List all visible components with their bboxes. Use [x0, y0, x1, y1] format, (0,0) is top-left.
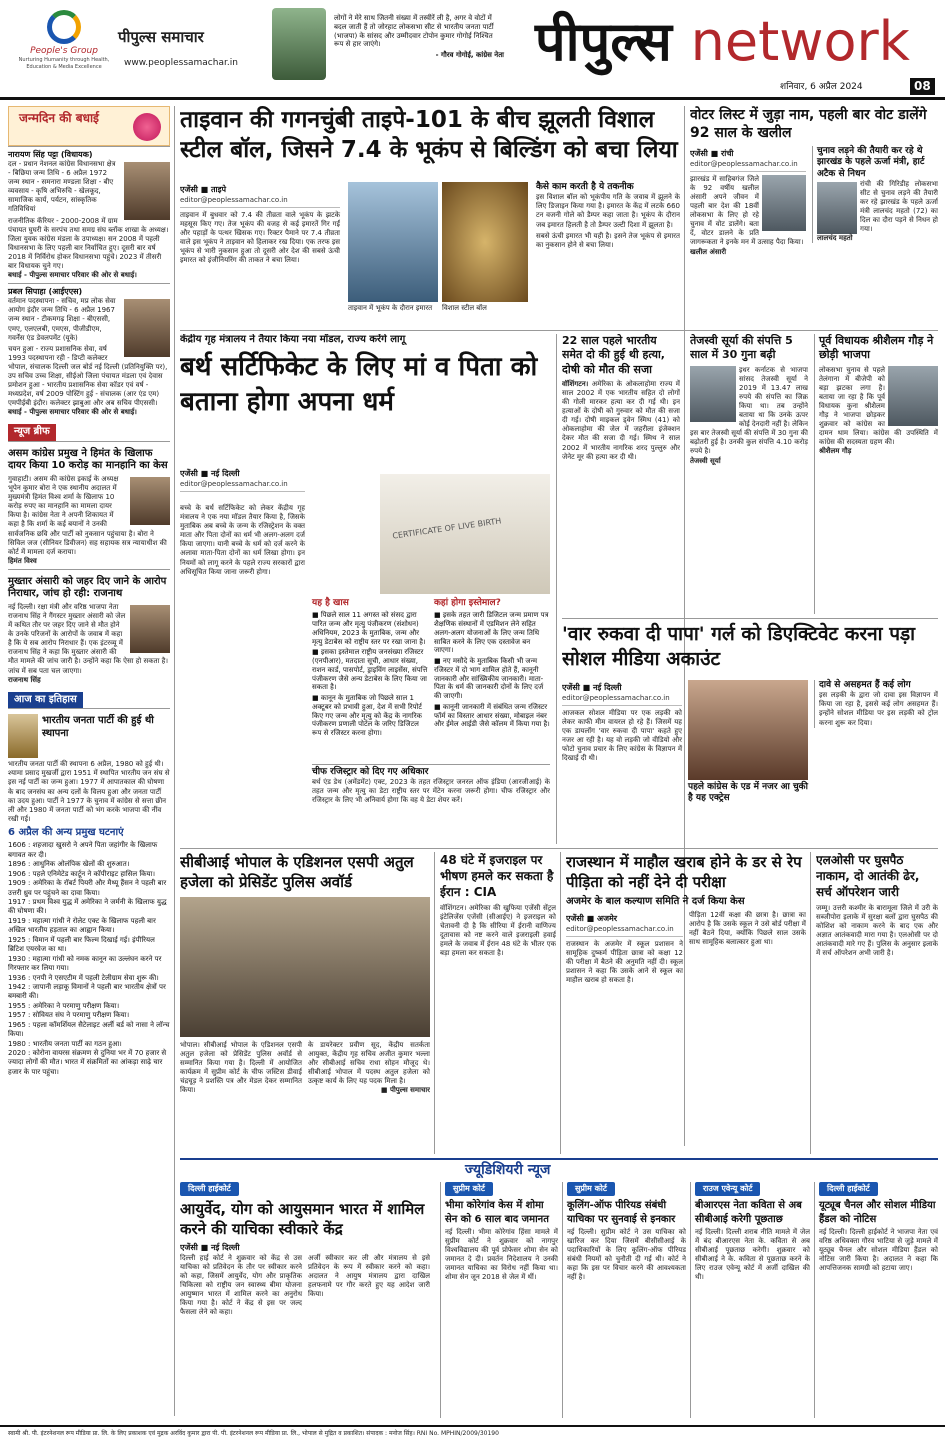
article-headline: एलओसी पर घुसपैठ नाकाम, दो आतंकी ढेर, सर्च ऑपरेशन जारी — [816, 853, 920, 900]
person-photo — [124, 299, 170, 357]
article-headline: वोटर लिस्ट में जुड़ा नाम, पहली बार वोट डालेंगे 92 साल के खलील — [690, 107, 927, 142]
side-body: रांची की गिरिडीह लोकसभा सीट से चुनाव लड़ने की तैयारी कर रहे झारखंड के पहले ऊर्जा मंत्री लालचंद महतो (72) का दिल का दौरा पड़ने से निधन हो गया। — [860, 179, 938, 234]
column-divider — [434, 852, 435, 1154]
list-item: 1606 : शहजादा खुसरो ने अपने पिता जहांगीर के खिलाफ बगावत कर दी। — [8, 841, 158, 859]
goud-photo — [888, 366, 938, 426]
article-byline: एजेंसी ■ रांची — [690, 149, 734, 158]
court-article-1 — [180, 1182, 430, 1418]
article-credit: ■ पीपुल्स समाचार — [380, 1085, 430, 1094]
article-byline: एजेंसी ■ अजमेर — [566, 914, 618, 923]
sub-body: इस विशाल बॉल को भूकंपीय गति के जवाब में झूलने के लिए डिजाइन किया गया है। इमारत के केंद्र में लटके 660 टन वजनी गोले को डैम्पर कहा जाता है। भूकंप के दौरान जब इमारत हिलती है तो डैम्पर उल्टी दिशा में झूलता है। — [536, 193, 680, 229]
list-item: 1957 : सोवियत संघ ने परमाणु परीक्षण किया। — [8, 1011, 130, 1020]
person-details: वर्तमान पदस्थापना - सचिव, मप्र लोक सेवा आयोग इंदौर जन्म तिथि - 6 अप्रैल 1967 जन्म स्थान - टीकमगढ़ शिक्षा - बीएससी, एमए, एलएलबी, एमएस, पीजीडीएम, गवर्नेंस एंड डेवलपमेंट (यूके) — [8, 297, 116, 342]
photo-caption: विशाल स्टील बॉल — [442, 304, 487, 312]
papa-article — [562, 622, 938, 844]
list-item: 1930 : महात्मा गांधी को नमक कानून का उल्लंघन करने पर गिरफ्तार कर लिया गया। — [8, 954, 162, 973]
list-item: 1942 : जापानी लड़ाकू विमानों ने पहली बार भारतीय क्षेत्रों पर बमबारी की। — [8, 982, 166, 1001]
chief-body: बर्थ एंड डेथ (अमेंडमेंट) एक्ट, 2023 के तहत रजिस्ट्रार जनरल ऑफ इंडिया (आरजीआई) के तहत जन्म और मृत्यु का डेटा राष्ट्रीय स्तर पर मेंटेन करना जरूरी होगा। चीफ रजिस्ट्रार और रजिस्ट्रार के लिए भी अनिवार्य होगा कि वह ये डेटा शेयर करें। — [312, 778, 550, 805]
article-headline: 22 साल पहले भारतीय समेत दो की हुई थी हत्या, दोषी को मौत की सजा — [562, 334, 665, 376]
list-item: 1925 : विमान में पहली बार फिल्म दिखाई गई। इंपीरियल ब्रिटिश एयरवेज का था। — [8, 935, 155, 954]
logo-tagline: Nurturing Humanity through Health, Education & Media Excellence — [18, 57, 110, 70]
taiwan-article — [180, 106, 680, 328]
logo-name: People's Group — [30, 46, 98, 56]
article-dateline: वॉशिंगटन। — [562, 379, 589, 388]
article-body: राजस्थान के अजमेर में स्कूल प्रशासन ने सामूहिक दुष्कर्म पीड़िता छात्रा को कक्षा 12 की परीक्षा में बैठने की अनुमति नहीं दी। स्कूल प्रशासन ने कहा कि उसके आने से स्कूल का माहौल खराब हो सकता है। — [566, 939, 683, 985]
person-name: नारायण सिंह पट्टा (विधायक) — [8, 150, 93, 159]
court-article-2 — [440, 1182, 558, 1418]
row-divider — [180, 848, 938, 849]
person-details: दल - प्रधान नेशनल कांग्रेस विधानसभा क्षेत्र - बिछिया जन्म तिथि - 6 अप्रैल 1972 जन्म स्थान - समनारा मण्डला शिक्षा - बीए व्यवसाय - कृषि अभिरुचि - खेलकूद, सामाजिक कार्य, पर्यटन, सांस्कृतिक गतिविधियां — [8, 160, 116, 214]
person-photo — [124, 162, 170, 220]
list-item: 1936 : एनपी ने एसएटीम में पहली टेलीग्राम सेवा शुरू की। — [8, 973, 159, 982]
column-divider — [810, 852, 811, 1154]
edition-date: शनिवार, 6 अप्रैल 2024 — [780, 82, 863, 92]
article-email[interactable]: editor@peoplessamachar.co.in — [690, 160, 806, 172]
brief-item-2 — [8, 569, 170, 688]
court-article-3 — [562, 1182, 686, 1418]
article-headline: सीबीआई भोपाल के एडिशनल एसपी अतुल हजेला को प्रेसिडेंट पुलिस अवॉर्ड — [180, 853, 414, 892]
article-body-continued: के डायरेक्टर प्रवीण सूद, केंद्रीय सतर्कता आयुक्त, केंद्रीय गृह सचिव अजीत कुमार भल्ला और सीबीआई सचिव राधा सोहन मौजूद थे। सीबीआई भोपाल में पदस्थ अतुल हजेला को उत्कृष्ट कार्य के लिए यह पदक मिला है। — [308, 1040, 430, 1085]
events-headline: 6 अप्रैल की अन्य प्रमुख घटनाएं — [8, 826, 124, 838]
article-byline: एजेंसी ■ नई दिल्ली — [180, 469, 240, 478]
masthead — [0, 0, 945, 100]
steel-ball-photo — [442, 182, 528, 302]
news-brief-tag: न्यूज ब्रीफ — [8, 424, 56, 441]
article-body: झारखंड में साहिबगंज जिले के 92 वर्षीय खलील अंसारी अपने जीवन में पहली बार देश की 18वीं लोकसभा के लिए हो रहे चुनाव में वोट डालेंगे। बता दें, वोटर डालने के प्रति जागरूकता ने इनके मन में उत्साह पैदा किया। — [690, 174, 804, 247]
column-divider — [560, 852, 561, 1154]
article-body: नई दिल्ली। दिल्ली शराब नीति मामले में जेल में बंद बीआरएस नेता के. कविता से अब सीबीआई पूछताछ करेगी। शुक्रवार को सीबीआई ने के. कविता से पूछताछ करने के लिए राउज एवेन्यू कोर्ट में अर्जी दाखिल की थी। — [695, 1228, 810, 1282]
list-item: ■ कानून के मुताबिक जो पिछले साल 1 अक्टूबर को प्रभावी हुआ, देश में सभी रिपोर्ट किए गए जन्म और मृत्यु को केंद्र के नागरिक पंजीकरण प्रणाली पोर्टल के जरिए डिजिटल रूप से रजिस्टर करना होगा। — [312, 694, 422, 737]
events-list — [8, 841, 170, 1077]
rajasthan-article — [566, 852, 806, 1154]
article-body: नई दिल्ली। भीमा कोरेगांव हिंसा मामले में सुप्रीम कोर्ट ने शुक्रवार को नागपुर विश्वविद्यालय की पूर्व प्रोफेसर शोमा सेन को जमानत दे दी। प्रवर्तन निदेशालय ने उनकी जमानत याचिका का विरोध नहीं किया था। शोमा सेन जून 2018 से जेल में थीं। — [445, 1228, 558, 1282]
voter-article — [690, 106, 938, 328]
brief-headline: मुख्तार अंसारी को जहर दिए जाने के आरोप निराधार, जांच हो रही: राजनाथ — [8, 575, 167, 600]
highlights-list — [312, 611, 428, 738]
photo-caption: खलील अंसारी — [690, 247, 727, 256]
list-item: 1906 : पहले एनिमेटेड कार्टून ने कॉपीराइट हासिल किया। — [8, 869, 156, 878]
quote-author: - गौरव गोगोई, कांग्रेस नेता — [435, 51, 504, 59]
birthday-title: जन्मदिन की बधाई — [19, 111, 99, 125]
list-item: 1896 : आधुनिक ओलंपिक खेलों की शुरुआत। — [8, 860, 130, 869]
peoples-group-logo — [14, 10, 114, 70]
brand-name: पीपुल्स समाचार — [118, 28, 204, 46]
article-text: अमेरिका के ओकलाहोमा राज्य में साल 2002 में एक भारतीय सहित दो लोगों की गोली मारकर हत्या कर दी गई थी। इन हत्याओं के दोषी को गुरुवार को मौत की सजा दी गई। दोषी माइकल ड्वेन स्मिथ (41) को ओकलाहोमा की जेल में जहरीला इंजेक्शन देकर मौत की सजा दी गई। स्मिथ ने साल 2002 में भारतीय नागरिक शरद पुल्लुरु और जेनेट मूर की हत्या कर दी थी। — [562, 379, 680, 461]
tejasvi-article — [690, 334, 808, 614]
actress-photo — [688, 680, 808, 780]
article-headline: पूर्व विधायक श्रीशैलम गौड़ ने छोड़ी भाजपा — [819, 334, 934, 362]
page-title — [535, 8, 910, 76]
photo-caption: ताइवान में भूकंप के दौरान इमारत — [348, 304, 433, 312]
article-headline: 'वार रुकवा दी पापा' गर्ल को डिएक्टिवेट करना पड़ा सोशल मीडिया अकाउंट — [562, 623, 916, 670]
birthday-person-1 — [8, 146, 170, 283]
article-email[interactable]: editor@peoplessamachar.co.in — [562, 694, 682, 706]
person-career: चयन हुआ - राज्य प्रशासनिक सेवा, वर्ष 1993 पदस्थापना रही - डिप्टी कलेक्टर भोपाल, संचालक दिल्ली जल बोर्ड नई दिल्ली (प्रतिनियुक्ति पर), उप सचिव उच्च शिक्षा, सीईओ जिला पंचायत मंडला एवं देवास प्रमोशन हुआ - भारतीय प्रशासनिक सेवा कॉडर एवं वर्ष - मध्यप्रदेश, वर्ष 2009 पोस्टिंग हुई - संचालक (आर एंड एम) एमपीईबी इंदौर। कलेक्टर झाबुआ और अब सचिव पीएससी। — [8, 344, 168, 408]
list-item: ■ कानूनी जानकारी में संबंधित जन्म रजिस्टर फॉर्म का विस्तार आधार संख्या, मोबाइल नंबर और ईमेल आईडी जैसे कॉलम में किया गया है। — [434, 702, 550, 729]
article-body — [562, 380, 680, 462]
title-main: पीपुल्स — [535, 9, 672, 73]
brief-body: गुवाहाटी। असम की कांग्रेस इकाई के अध्यक्ष भूपेन कुमार बोरा ने एक स्थानीय अदालत में मुख्यमंत्री हिमंत विश्व शर्मा के खिलाफ 10 करोड़ रुपए का मानहानि का मामला दायर किया है। कांग्रेस नेता ने अपनी शिकायत में कहा है कि शर्मा के कई बयानों ने उनकी सार्वजनिक छवि और पार्टी को नुकसान पहुंचाया है। बोरा ने सिविल जज (सीनियर डिवीजन) सह सहायक सत्र न्यायाधीश की कोर्ट में मामला दर्ज कराया। — [8, 474, 167, 556]
article-kicker: केंद्रीय गृह मंत्रालय ने तैयार किया नया मॉडल, राज्य करेंगे लागू — [180, 334, 406, 345]
list-item: ■ पिछले साल 11 अगस्त को संसद द्वारा पारित जन्म और मृत्यु पंजीकरण (संशोधन) अधिनियम, 2023 के मुताबिक, जन्म और मृत्यु डेटाबेस को राष्ट्रीय स्तर पर रखा जाना है। — [312, 611, 426, 646]
list-item: ■ इसके तहत जारी डिजिटल जन्म प्रमाण पत्र शैक्षणिक संस्थानों में एडमिशन लेने सहित अलग-अलग योजनाओं के लिए जन्म तिथि साबित करने के लिए एक दस्तावेज बन जाएगा। — [434, 611, 549, 655]
birth-certificate-image — [380, 474, 550, 594]
quote-box — [334, 14, 504, 60]
row-divider — [562, 618, 938, 619]
court-tag: सुप्रीम कोर्ट — [445, 1182, 493, 1196]
article-body-continued: अर्जी स्वीकार कर ली और मंत्रालय से इसे प्रतिवेदन के रूप में स्वीकार करने को कहा। अदालत ने आयुष मंत्रालय द्वारा दाखिल हलफनामे पर गौर करते हुए यह आदेश जारी किया। — [308, 1253, 430, 1298]
photo-caption: पहले कांग्रेस के एड में नजर आ चुकी है यह एक्ट्रेस — [688, 782, 808, 804]
website-link[interactable]: www.peoplessamachar.in — [124, 58, 238, 68]
brief-item-1 — [8, 441, 170, 569]
article-headline: राजस्थान में माहौल खराब होने के डर से रेप पीड़िता को नहीं देने दी परीक्षा — [566, 853, 802, 892]
birthday-header — [8, 106, 170, 146]
cbi-article — [180, 852, 430, 1154]
article-kicker: अजमेर के बाल कल्याण समिति ने दर्ज किया केस — [566, 895, 745, 907]
court-article-4 — [690, 1182, 810, 1418]
article-headline: 48 घंटे में इजराइल पर भीषण हमले कर सकता है ईरान : CIA — [440, 853, 554, 900]
award-ceremony-photo — [180, 897, 430, 1037]
person-wish: बधाई - पीपुल्स समाचार परिवार की ओर से बधाई। — [8, 408, 137, 417]
taipei-tower-photo — [348, 182, 438, 302]
side-headline: दावे से असहमत हैं कई लोग — [819, 680, 911, 690]
article-byline: एजेंसी ■ ताइपे — [180, 185, 227, 194]
iran-article — [440, 852, 556, 1154]
list-item: 1909 : अमेरिका के रॉबर्ट पियरी और मैथ्यू हैंसन ने पहली बार उत्तरी ध्रुव पर पहुंचने का दावा किया। — [8, 879, 167, 897]
column-divider — [556, 334, 557, 844]
list-item: 1955 : अमेरिका ने परमाणु परीक्षण किया। — [8, 1001, 120, 1010]
article-headline: ताइवान की गगनचुंबी ताइपे-101 के बीच झूलती विशाल स्टील बॉल, जिसने 7.4 के भूकंप से बिल्डिंग को बचा लिया — [180, 107, 678, 163]
flower-bouquet-icon — [133, 113, 161, 141]
list-item: 1980 : भारतीय जनता पार्टी का गठन हुआ। — [8, 1039, 122, 1048]
article-body: बच्चे के बर्थ सर्टिफिकेट को लेकर केंद्रीय गृह मंत्रालय ने एक नया मॉडल तैयार किया है, जिसके मुताबिक अब बच्चे के जन्म के रजिस्ट्रेशन के वक्त माता और पिता दोनों का धर्म भी अलग-अलग दर्ज किया जाएगा। यानी बच्चे के धर्म को दर्ज करने के अलावा माता-पिता दोनों का धर्म लिखा होगा। इन नियमों को लागू करने के पहले राज्य सरकारों द्वारा अधिसूचित किया जाना जरूरी होगा। — [180, 504, 305, 576]
list-item: 1917 : प्रथम विश्व युद्ध में अमेरिका ने जर्मनी के खिलाफ युद्ध की घोषणा की। — [8, 898, 167, 916]
history-tag: आज का इतिहास — [8, 692, 83, 709]
page-number: 08 — [910, 78, 935, 95]
voter-photo — [762, 175, 806, 231]
list-item: ■ इसका इस्तेमाल राष्ट्रीय जनसंख्या रजिस्टर (एनपीआर), मतदाता सूची, आधार संख्या, राशन कार्ड, पासपोर्ट, ड्राइविंग लाइसेंस, संपत्ति पंजीकरण जैसे अन्य डेटाबेस के लिए किया जा सकता है। — [312, 648, 428, 692]
birthday-person-2 — [8, 283, 170, 420]
article-byline: एजेंसी ■ नई दिल्ली — [562, 683, 622, 692]
article-headline: तेजस्वी सूर्या की संपत्ति 5 साल में 30 गुना बढ़ी — [690, 334, 793, 362]
list-item: ■ नए मसौदे के मुताबिक किसी भी जन्म रजिस्टर में दो भाग शामिल होते हैं, कानूनी जानकारी और सांख्यिकीय जानकारी। माता-पिता के धर्म की जानकारी दोनों के लिए दर्ज की जाएगी। — [434, 657, 544, 700]
col-headline: कहां होगा इस्तेमाल? — [434, 598, 501, 608]
article-body: इधर कर्नाटक से भाजपा सांसद तेजस्वी सूर्या ने 2019 में 13.47 लाख रुपये की संपत्ति का जिक्र किया था। तब उन्होंने बताया था कि उनके ऊपर कोई देनदारी नहीं है। लेकिन इस बार तेजस्वी सूर्या की संपत्ति में 30 गुना की बढ़ोतरी हुई है। उनकी कुल संपत्ति 4.10 करोड़ रुपये है। — [690, 365, 808, 456]
article-email[interactable]: editor@peoplessamachar.co.in — [180, 480, 305, 492]
article-body: ताइवान में बुधवार को 7.4 की तीव्रता वाले भूकंप के झटके महसूस किए गए। तेज भूकंप की वजह से कई इमारतें गिर गईं और पहाड़ों के पत्थर खिसक गए। रिक्टर पैमाने पर 7.4 तीव्रता वाले इस भूकंप ने ताइवान को हिलाकर रख दिया। एक तरफ इस भूकंप से भारी नुकसान हुआ तो दूसरी ओर देश की सबसे ऊंची इमारत को इंजीनियरिंग की ताकत ने बचा लिया। — [180, 210, 340, 265]
col-headline: यह है खास — [312, 598, 349, 608]
side-photo — [817, 182, 857, 234]
brief-caption: हिमंत विश्व — [8, 556, 37, 565]
sub-caption: सबसे ऊंची इमारत भी यही है। इसने तेज भूकंप से इमारत का नुकसान होने से बचा लिया। — [536, 231, 680, 249]
murder-article — [562, 334, 680, 614]
article-body: वॉशिंगटन। अमेरिका की खुफिया एजेंसी सेंट्रल इंटेलिजेंस एजेंसी (सीआईए) ने इजराइल को चेतावनी दी है कि सीरिया में ईरानी वाणिज्य दूतावास को नष्ट करने वाले इजराइली हवाई हमले के जवाब में ईरान 48 घंटे के भीतर एक बड़ा हमला कर सकता है। — [440, 903, 556, 958]
judiciary-section-title: ज्यूडिशियरी न्यूज — [465, 1162, 551, 1178]
row-divider — [180, 1158, 938, 1160]
article-body: नई दिल्ली। दिल्ली हाईकोर्ट ने भाजपा नेता एवं वरिष्ठ अधिवक्ता गौरव भाटिया से जुड़े मामले में यूट्यूब चैनल और सोशल मीडिया हैंडल को नोटिस जारी किया है। अदालत ने कहा कि आपत्तिजनक सामग्री को हटाया जाए। — [819, 1228, 938, 1273]
article-body: जम्मू। उत्तरी कश्मीर के बारामूला जिले में उरी के सब्जीपोरा इलाके में सुरक्षा बलों द्वारा घुसपैठ की कोशिश को नाकाम करने के बाद एक और अज्ञात आतंकवादी मारा गया है। एलओसी पर दो आतंकवादी मारे गए हैं। पुलिस के अनुसार इलाके में सर्च ऑपरेशन अभी जारी है। — [816, 903, 938, 958]
sub-headline: कैसे काम करती है ये तकनीक — [536, 182, 634, 192]
article-body: भोपाल। सीबीआई भोपाल के एडिशनल एसपी अतुल हजेला को प्रेसिडेंट पुलिस अवॉर्ड से सम्मानित किया गया है। दिल्ली में आयोजित कार्यक्रम में सुप्रीम कोर्ट के चीफ जस्टिस डीवाई चंद्रचूड़ ने प्रशस्ति पत्र और मेडल देकर सम्मानित किया। — [180, 1040, 302, 1094]
article-headline: भीमा कोरेगांव केस में शोमा सेन को 6 साल बाद जमानत — [445, 1200, 549, 1225]
logo-ring-icon — [47, 10, 81, 44]
person-name: प्रबल सिपाहा (आईएएस) — [8, 287, 83, 297]
photo-caption: लालचंद महतो — [817, 234, 853, 243]
tejasvi-photo — [690, 366, 736, 422]
article-byline: एजेंसी ■ नई दिल्ली — [180, 1242, 240, 1252]
brief-caption: राजनाथ सिंह — [8, 675, 41, 684]
article-email[interactable]: editor@peoplessamachar.co.in — [180, 196, 340, 208]
article-body: लोकसभा चुनाव से पहले तेलंगाना में बीजेपी को बड़ा झटका लगा है। बताया जा रहा है कि पूर्व विधायक कुना श्रीशैलम गौड़ ने भाजपा छोड़कर शुक्रवार को कांग्रेस का दामन थाम लिया। कांग्रेस की उपस्थिति में कांग्रेस की सदस्यता ग्रहण की। — [819, 365, 938, 447]
history-box — [8, 708, 170, 1080]
hourglass-icon — [8, 714, 38, 758]
photo-caption: श्रीशैलम गौड़ — [819, 447, 852, 456]
list-item: 1965 : पहला कॉमर्शियल सैटेलाइट अर्ली बर्ड को नासा ने लॉन्च किया। — [8, 1020, 170, 1039]
article-body: आजकल सोशल मीडिया पर एक लड़की को लेकर काफी मीम वायरल हो रहे हैं। जिसमें यह एक डायलॉग 'वार रुकवा दी पापा' कहते हुए नजर आ रही है। यह वो लड़की जो वीडियो और फोटो चुनाव प्रचार के लिए कांग्रेस के विज्ञापन में दिखाई दी थी। — [562, 708, 682, 763]
article-headline: कूलिंग-ऑफ पीरियड संबंधी याचिका पर सुनवाई से इनकार — [567, 1200, 676, 1225]
birth-certificate-article — [180, 334, 550, 844]
article-body-continued: पीड़िता 12वीं कक्षा की छात्रा है। छात्रा का आरोप है कि उसके स्कूल ने उसे बोर्ड परीक्षा में नहीं बैठने दिया, क्योंकि पिछले साल उसके साथ सामूहिक बलात्कार हुआ था। — [689, 911, 806, 947]
photo-caption: तेजस्वी सूर्या — [690, 456, 721, 465]
column-divider — [174, 106, 175, 1416]
certificate-text: CERTIFICATE OF LIVE BIRTH — [391, 516, 502, 541]
title-network: network — [690, 10, 910, 73]
goud-article — [814, 334, 938, 614]
person-career: राजनीतिक कॅरियर - 2000-2008 में ग्राम पंचायत घुघरी के सरपंच तथा समग्र संघ ब्लॉक शाखा के अध्यक्ष। जिला युवक कांग्रेस मंडला के उपाध्यक्ष। सन 2008 में पहली विधानसभा के लिए पहली बार निर्वाचित हुए। दूसरी बार वर्ष 2018 में निर्विरोध होकर विधानसभा पहुंचे। 2023 में तीसरी बार विधायक चुने गए। — [8, 216, 169, 271]
imprint-footer: स्वामी श्री. पी. इंटरनेशनल रूप मीडिया प्रा. लि. के लिए प्रकाशक एवं मुद्रक अरविंद कुमार द्वारा पी. पी. इंटरनेशनल रूप मीडिया प्रा. लि., भोपाल से मुद्रित व प्रकाशित। संपादक : मनोज सिंह। RNI No. MPHIN/2009/30190 — [0, 1425, 945, 1445]
court-tag: सुप्रीम कोर्ट — [567, 1182, 615, 1196]
usage-list — [434, 611, 550, 729]
brief-headline: असम कांग्रेस प्रमुख ने हिमंत के खिलाफ दायर किया 10 करोड़ का मानहानि का केस — [8, 447, 168, 472]
court-tag: दिल्ली हाईकोर्ट — [819, 1182, 878, 1196]
article-headline: आयुर्वेद, योग को आयुसमान भारत में शामिल करने की याचिका स्वीकारे केंद्र — [180, 1200, 425, 1239]
brief-photo — [130, 605, 170, 653]
court-tag: राउज एवेन्यू कोर्ट — [695, 1182, 760, 1196]
side-headline: चुनाव लड़ने की तैयारी कर रहे थे झारखंड के पहले ऊर्जा मंत्री, हार्ट अटैक से निधन — [817, 146, 925, 179]
list-item: 2020 : कोरोना वायरस संक्रमण से दुनिया भर में 70 हजार से ज्यादा लोगों की मौत। भारत में संक्रमितों का आंकड़ा साढ़े चार हजार के पार पहुंचा। — [8, 1049, 167, 1076]
side-body: इस लड़की के द्वारा जो दावा इस विज्ञापन में किया जा रहा है, इससे कई लोग असहमत हैं। इन्होंने सोशल मीडिया पर इस लड़की को ट्रोल करना शुरू कर दिया। — [819, 691, 938, 727]
article-body: दिल्ली हाई कोर्ट ने शुक्रवार को केंद्र से उस याचिका को प्रतिवेदन के तौर पर स्वीकार करने को कहा, जिसमें आयुर्वेद, योग और प्राकृतिक चिकित्सा को राष्ट्रीय जन स्वास्थ्य बीमा योजना आयुष्मान भारत में शामिल करने का अनुरोध किया गया है। कोर्ट ने केंद्र से इस पर जल्द फैसला लेने को कहा। — [180, 1253, 302, 1317]
left-column — [8, 106, 170, 1416]
loc-article — [816, 852, 938, 1154]
article-headline: बीआरएस नेता कविता से अब सीबीआई करेगी पूछताछ — [695, 1200, 802, 1225]
list-item: 1919 : महात्मा गांधी ने रोलेट एक्ट के खिलाफ पहली बार अखिल भारतीय हड़ताल का आह्वान किया। — [8, 916, 156, 935]
row-divider — [180, 330, 938, 331]
court-tag: दिल्ली हाईकोर्ट — [180, 1182, 239, 1196]
person-wish: बधाई - पीपुल्स समाचार परिवार की ओर से बधाई। — [8, 271, 137, 280]
history-body: भारतीय जनता पार्टी की स्थापना 6 अप्रैल, 1980 को हुई थी। श्यामा प्रसाद मुखर्जी द्वारा 1951 में स्थापित भारतीय जन संघ से इस नई पार्टी का जन्म हुआ। 1977 में आपातकाल की घोषणा के बाद जनसंघ का अन्य दलों के विलय हुआ और जनता पार्टी का उदय हुआ। पार्टी ने 1977 के चुनाव में कांग्रेस से सत्ता छीन ली और 1980 में जनता पार्टी को भंग करके भाजपा की नींव रखी गई। — [8, 760, 170, 823]
quote-text: लोगों ने मेरे साथ जितनी संख्या में तस्वीरें ली है, अगर वे वोटों में बदल जाती हैं तो जोरहाट लोकसभा सीट से भारतीय जनता पार्टी (भाजपा) के सांसद और उम्मीदवार टोपोन कुमार गोगोई निश्चित रूप से हार जाएंगे। — [334, 14, 494, 49]
article-body: नई दिल्ली। सुप्रीम कोर्ट ने उस याचिका को खारिज कर दिया जिसमें बीसीसीआई के पदाधिकारियों के लिए कूलिंग-ऑफ पीरियड संबंधी नियमों को चुनौती दी गई थी। कोर्ट ने कहा कि इस पर विचार करने की आवश्यकता नहीं है। — [567, 1228, 686, 1282]
court-article-5 — [814, 1182, 938, 1418]
article-headline: बर्थ सर्टिफिकेट के लिए मां व पिता को बताना होगा अपना धर्म — [180, 351, 538, 417]
brief-photo — [130, 477, 170, 525]
chief-headline: चीफ रजिस्ट्रार को दिए गए अधिकार — [312, 767, 429, 777]
article-email[interactable]: editor@peoplessamachar.co.in — [566, 925, 683, 937]
quote-author-photo — [272, 8, 326, 80]
history-headline: भारतीय जनता पार्टी की हुई थी स्थापना — [42, 715, 154, 739]
brief-body: नई दिल्ली। रक्षा मंत्री और वरिष्ठ भाजपा नेता राजनाथ सिंह ने गैंगस्टर मुख्तार अंसारी को जेल में कथित तौर पर जहर दिए जाने से मौत होने के उनके परिजनों के आरोपों के जवाब में कहा है कि ये सब आरोप निराधार हैं। एक इंटरव्यू में राजनाथ सिंह ने कहा कि मुख्तार अंसारी की मौत मामले की जांच जारी है। उन्होंने कहा कि ऐसा हो सकता है। जांच में सब पता चल जाएगा। — [8, 602, 168, 675]
article-headline: यूट्यूब चैनल और सोशल मीडिया हैंडल को नोटिस — [819, 1200, 936, 1225]
